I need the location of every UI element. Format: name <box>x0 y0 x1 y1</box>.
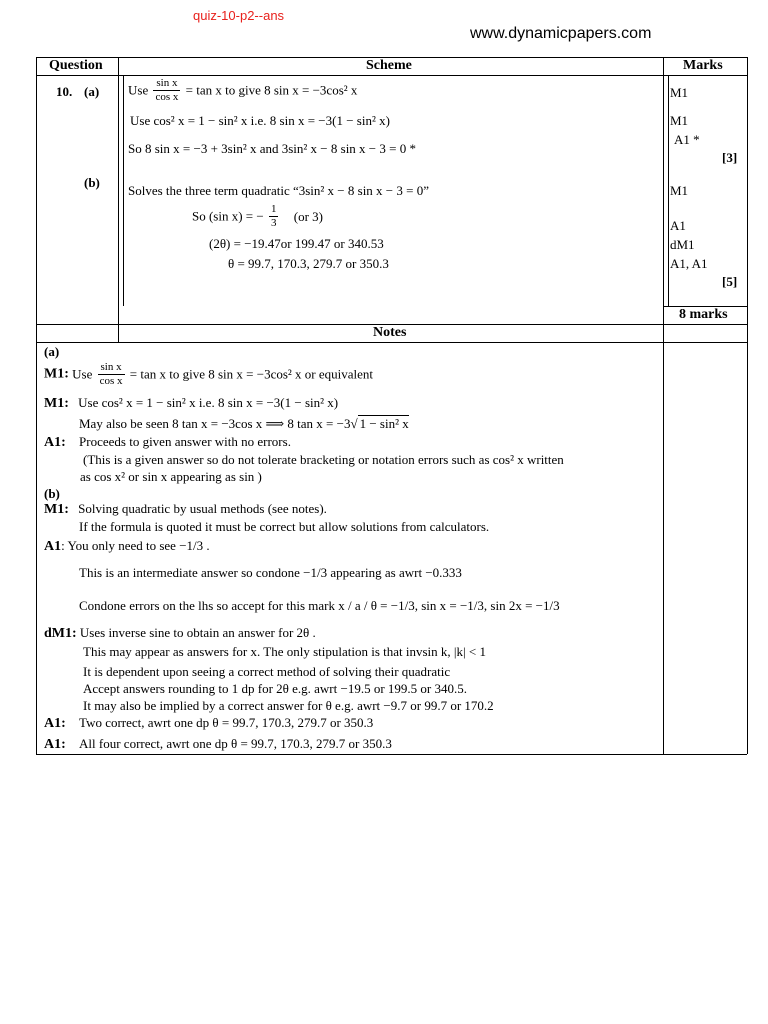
marks-column-header: Marks <box>683 58 723 73</box>
table-left-border <box>36 57 37 754</box>
notes-a-m1: M1: Use $\frac{\text{sin x}}{\text{cos x}}$ = tan x to give 8 sin x = −3cos² x or equivalent <box>44 361 374 387</box>
mark-a-2: M1 <box>670 113 689 128</box>
scheme-a-line-1: Use $\frac{\text{sin x}}{\text{cos x}}$ = tan x to give 8 sin x = −3cos² x <box>128 77 358 103</box>
notes-part-b: (b) <box>44 486 60 501</box>
notes-a1-all: A1: All four correct, awrt one dp θ = 99.7, 170.3, 279.7 or 350.3 <box>44 736 392 752</box>
scheme-a-line-2: Use cos² x = 1 − sin² x i.e. 8 sin x = −3(1 − sin² x) <box>130 113 390 128</box>
marks-col-inner-divider <box>668 75 669 306</box>
notes-a-a1-note-2: as cos x² or sin x appearing as sin ) <box>80 469 262 484</box>
document-label: quiz-10-p2--ans <box>193 8 285 23</box>
table-bottom-border <box>36 754 747 755</box>
scheme-b-line-2: So (sin x) = − $\frac{1}{3}$ (or 3) <box>192 203 323 229</box>
website-url: www.dynamicpapers.com <box>470 25 652 42</box>
notes-dm1-4: Accept answers rounding to 1 dp for 2θ e.g. awrt −19.5 or 199.5 or 340.5. <box>83 681 467 696</box>
mark-b-3: dM1 <box>670 237 695 252</box>
mark-a-1: M1 <box>670 85 689 100</box>
scheme-a-line-3: So 8 sin x = −3 + 3sin² x and 3sin² x − 8 sin x − 3 = 0 * <box>128 141 416 156</box>
notes-dm1-3: It is dependent upon seeing a correct method of solving their quadratic <box>83 664 451 679</box>
notes-a-a1: A1: Proceeds to given answer with no errors. <box>44 434 291 450</box>
question-col-divider <box>118 57 119 324</box>
notes-a-m1b: M1: Use cos² x = 1 − sin² x i.e. 8 sin x = −3(1 − sin² x) <box>44 395 339 411</box>
mark-b-4: A1, A1 <box>670 256 708 271</box>
notes-b-a1: A1: You only need to see −1/3 . <box>44 538 210 554</box>
notes-a1-two: A1: Two correct, awrt one dp θ = 99.7, 170.3, 279.7 or 350.3 <box>44 715 374 731</box>
part-b-label: (b) <box>84 175 100 190</box>
notes-dm1-5: It may also be implied by a correct answer for θ e.g. awrt −9.7 or 99.7 or 170.2 <box>83 698 494 713</box>
mark-b-total: [5] <box>722 274 738 289</box>
table-right-border <box>747 57 748 754</box>
notes-b-m1: M1: Solving quadratic by usual methods (see notes). <box>44 501 327 517</box>
question-number: 10. <box>56 84 73 99</box>
mark-b-1: M1 <box>670 183 689 198</box>
notes-dm1: dM1: Uses inverse sine to obtain an answer for 2θ . <box>44 625 316 641</box>
header-row-border <box>36 75 747 76</box>
scheme-b-line-3: (2θ) = −19.47or 199.47 or 340.53 <box>209 236 384 251</box>
mark-a-total: [3] <box>722 150 738 165</box>
notes-dm1-2: This may appear as answers for x. The only stipulation is that invsin k, |k| < 1 <box>83 644 486 659</box>
question-col-inner-divider <box>123 75 124 306</box>
mark-a-3: A1 * <box>674 132 700 147</box>
notes-header-border <box>36 342 747 343</box>
notes-b-m1-note: If the formula is quoted it must be correct but allow solutions from calculators. <box>79 519 490 534</box>
notes-a-a1-note-1: (This is a given answer so do not tolerate bracketing or notation errors such as cos² x written <box>83 452 564 467</box>
notes-b-a1-lhs: Condone errors on the lhs so accept for this mark x / a / θ = −1/3, sin x = −1/3, sin 2x = −1/3 <box>79 598 560 613</box>
notes-a-also: May also be seen 8 tan x = −3cos x ⟹ 8 tan x = −3√ 1 − sin² x <box>79 416 409 431</box>
mark-b-2: A1 <box>670 218 686 233</box>
marks-col-divider <box>663 57 664 754</box>
scheme-column-header: Scheme <box>366 58 412 73</box>
notes-part-a: (a) <box>44 344 60 359</box>
notes-header-divider <box>118 324 119 342</box>
scheme-b-line-1: Solves the three term quadratic “3sin² x − 8 sin x − 3 = 0” <box>128 183 429 198</box>
notes-title: Notes <box>373 325 407 340</box>
question-column-header: Question <box>49 58 103 73</box>
total-marks: 8 marks <box>679 307 728 322</box>
part-a-label: (a) <box>84 84 100 99</box>
scheme-b-line-4: θ = 99.7, 170.3, 279.7 or 350.3 <box>228 256 389 271</box>
notes-b-a1-intermediate: This is an intermediate answer so condone −1/3 appearing as awrt −0.333 <box>79 565 462 580</box>
